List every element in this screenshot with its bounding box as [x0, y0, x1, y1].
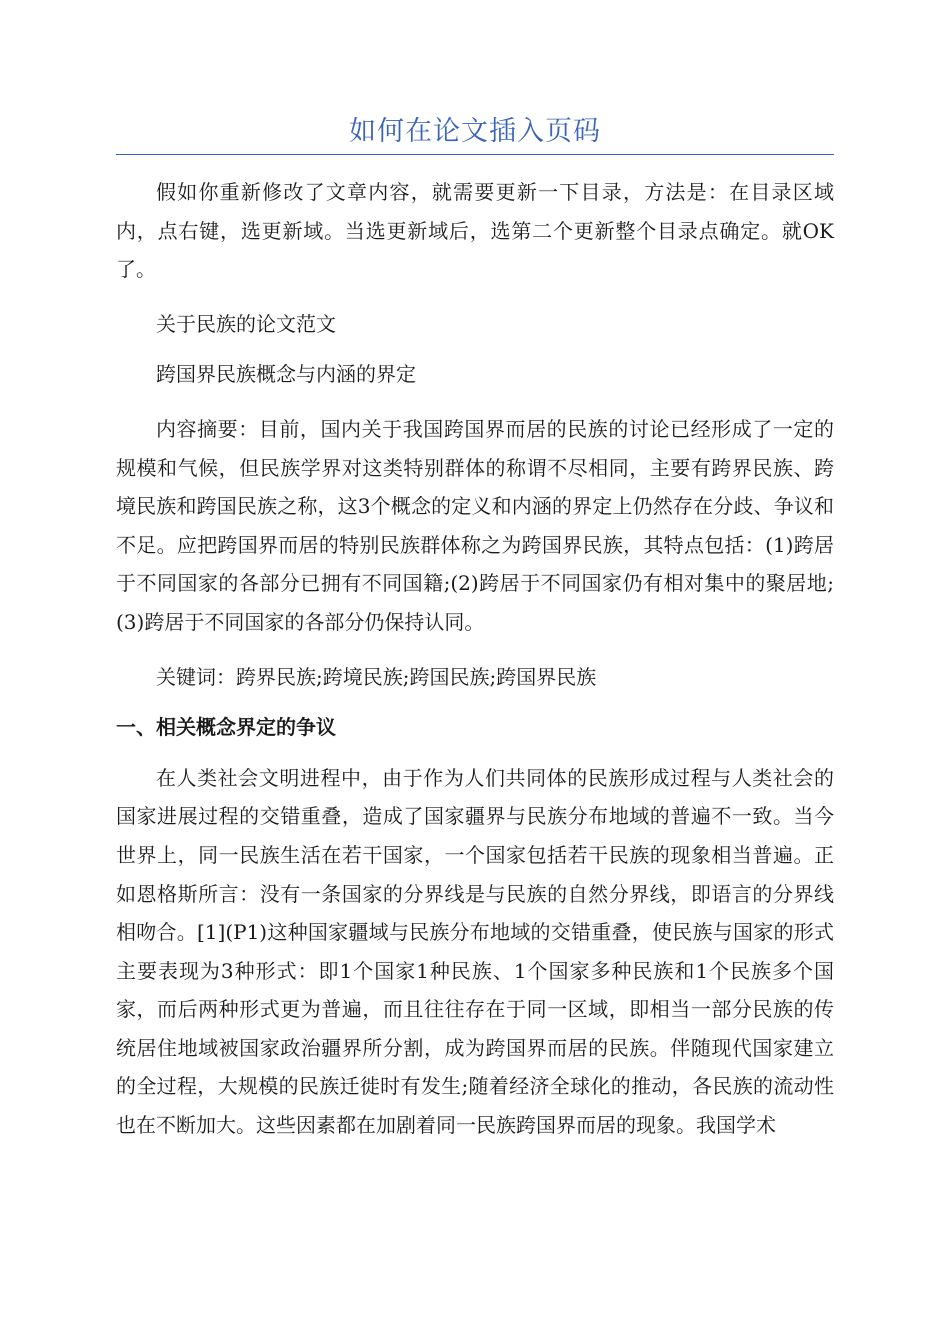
paragraph-subtitle: 跨国界民族概念与内涵的界定: [156, 362, 416, 387]
section-heading-1: 一、相关概念界定的争议: [116, 715, 336, 740]
paragraph-update-toc: 假如你重新修改了文章内容，就需要更新一下目录，方法是：在目录区域内，点右键，选更新域。当选更新域后，选第二个更新整个目录点确定。就OK了。: [116, 180, 834, 282]
paragraph-keywords: 关键词：跨界民族;跨境民族;跨国民族;跨国界民族: [156, 664, 597, 689]
paragraph-sample-heading: 关于民族的论文范文: [156, 311, 336, 336]
document-body: [116, 173, 834, 1161]
document-title: 如何在论文插入页码: [349, 116, 601, 147]
paragraph-abstract: 内容摘要：目前，国内关于我国跨国界而居的民族的讨论已经形成了一定的规模和气候，但民族学界对这类特别群体的称谓不尽相同，主要有跨界民族、跨境民族和跨国民族之称，这3个概念的定义和内涵的界定上仍然存在分歧、争议和不足。应把跨国界而居的特别民族群体称之为跨国界民族，其特点包括：(1)跨居于不同国家的各部分已拥有不同国籍;(2)跨居于不同国家仍有相对集中的聚居地;(3)跨居于不同国家的各部分仍保持认同。: [116, 416, 834, 634]
paragraph-section-1: 在人类社会文明进程中，由于作为人们共同体的民族形成过程与人类社会的国家进展过程的交错重叠，造成了国家疆界与民族分布地域的普遍不一致。当今世界上，同一民族生活在若干国家，一个国家包括若干民族的现象相当普遍。正如恩格斯所言：没有一条国家的分界线是与民族的自然分界线，即语言的分界线相吻合。[1](P1)这种国家疆域与民族分布地域的交错重叠，使民族与国家的形式主要表现为3种形式：即1个国家1种民族、1个国家多种民族和1个民族多个国家，而后两种形式更为普遍，而且往往存在于同一区域，即相当一部分民族的传统居住地域被国家政治疆界所分割，成为跨国界而居的民族。伴随现代国家建立的全过程，大规模的民族迁徙时有发生;随着经济全球化的推动，各民族的流动性也在不断加大。这些因素都在加剧着同一民族跨国界而居的现象。我国学术: [116, 765, 834, 1138]
title-underline: [116, 154, 834, 155]
